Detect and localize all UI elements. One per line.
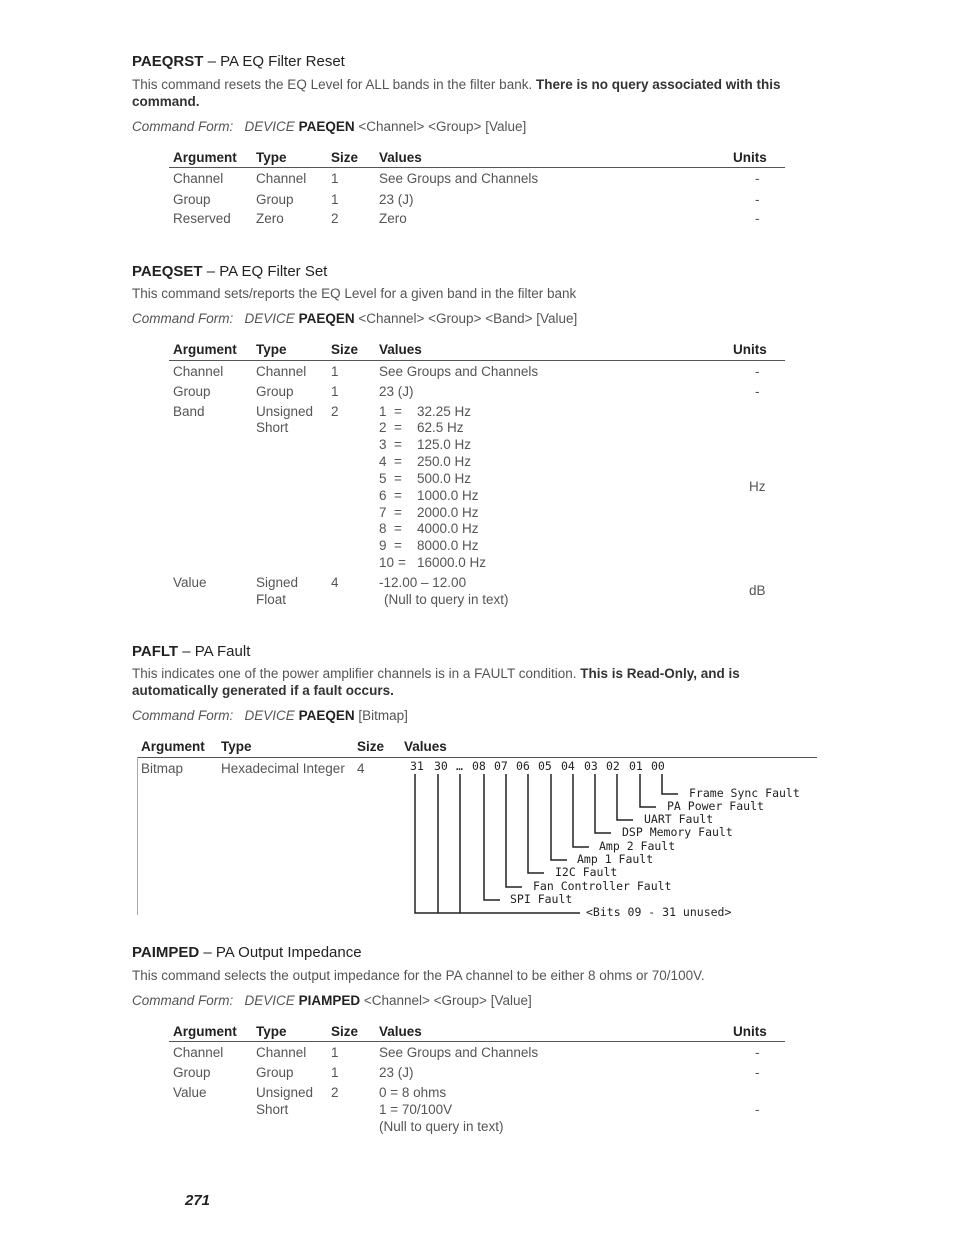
cell-argument: Bitmap [141, 761, 184, 776]
cell-type: Group [256, 192, 294, 207]
connector-bit-06 [528, 774, 544, 873]
band-number: 6 [379, 488, 387, 503]
cell-units: dB [749, 583, 766, 598]
header-values: Values [379, 342, 422, 357]
fault-label-dsp-memory: DSP Memory Fault [622, 825, 733, 839]
band-number: 5 [379, 471, 387, 486]
band-frequency: 125.0 Hz [417, 437, 472, 452]
cell-size: 2 [331, 404, 339, 419]
band-frequency: 2000.0 Hz [417, 505, 479, 520]
band-number: 10 [379, 555, 395, 570]
cell-size: 1 [331, 364, 339, 379]
cell-units: - [755, 1045, 760, 1060]
header-units: Units [733, 342, 767, 357]
header-values: Values [404, 739, 447, 754]
band-equals: = [394, 437, 402, 452]
cell-units: Hz [749, 479, 766, 494]
cell-units: - [755, 171, 760, 186]
paflt-command-form: Command Form: DEVICE PAEQEN [Bitmap] [132, 708, 408, 723]
band-number: 2 [379, 420, 387, 435]
bit-label: 08 [472, 759, 486, 773]
cell-values: See Groups and Channels [379, 364, 539, 379]
band-number: 8 [379, 521, 387, 536]
cell-size: 1 [331, 1045, 339, 1060]
band-equals: = [394, 471, 402, 486]
fault-label-fan-controller: Fan Controller Fault [533, 879, 672, 893]
band-frequency: 32.25 Hz [417, 404, 472, 419]
cell-type: Group [256, 384, 294, 399]
fault-label-pa-power: PA Power Fault [667, 799, 764, 813]
cell-type: Float [256, 592, 287, 607]
connector-bit-07 [506, 774, 522, 887]
cell-size: 4 [357, 761, 365, 776]
cell-values: Zero [379, 211, 407, 226]
bit-label: 05 [538, 759, 552, 773]
fault-label-i2c: I2C Fault [555, 865, 618, 879]
header-argument: Argument [173, 150, 237, 165]
cell-values: See Groups and Channels [379, 1045, 539, 1060]
header-rule [169, 1041, 785, 1042]
header-units: Units [733, 150, 767, 165]
page-number: 271 [185, 1192, 211, 1209]
header-type: Type [256, 150, 287, 165]
cell-size: 2 [331, 211, 339, 226]
header-size: Size [331, 150, 359, 165]
band-equals: = [394, 505, 402, 520]
connector-bit-01 [640, 774, 656, 807]
header-argument: Argument [173, 342, 237, 357]
cell-values: -12.00 – 12.00 [379, 575, 467, 590]
cell-values: (Null to query in text) [384, 592, 509, 607]
cell-units: - [755, 1065, 760, 1080]
cell-type: Group [256, 1065, 294, 1080]
cell-argument: Value [173, 1085, 207, 1100]
paeqset-command-form: Command Form: DEVICE PAEQEN <Channel> <Group> <Band> [Value] [132, 311, 578, 326]
fault-label-frame-sync: Frame Sync Fault [689, 786, 800, 800]
bit-label: 06 [516, 759, 530, 773]
paimped-command-form: Command Form: DEVICE PIAMPED <Channel> <Group> [Value] [132, 993, 532, 1008]
cell-type: Signed [256, 575, 299, 590]
cell-units: - [755, 192, 760, 207]
cell-argument: Group [173, 384, 211, 399]
cell-size: 4 [331, 575, 339, 590]
connector-bit-00 [662, 774, 678, 794]
band-equals: = [394, 488, 402, 503]
paimped-heading: PAIMPED – PA Output Impedance [132, 944, 362, 961]
header-argument: Argument [141, 739, 205, 754]
cell-size: 1 [331, 171, 339, 186]
bit-label: 03 [584, 759, 598, 773]
band-frequency: 250.0 Hz [417, 454, 472, 469]
header-argument: Argument [173, 1024, 237, 1039]
column-rule [137, 757, 138, 915]
cell-type: Unsigned [256, 404, 314, 419]
header-units: Units [733, 1024, 767, 1039]
header-rule [137, 757, 817, 758]
cell-size: 1 [331, 192, 339, 207]
band-equals: = [394, 404, 402, 419]
bit-label: 04 [561, 759, 575, 773]
cell-units: - [755, 364, 760, 379]
cell-units: - [755, 384, 760, 399]
cell-values: 23 (J) [379, 1065, 414, 1080]
band-frequency: 500.0 Hz [417, 471, 472, 486]
cell-argument: Reserved [173, 211, 231, 226]
band-frequency: 16000.0 Hz [417, 555, 487, 570]
fault-label-amp-1: Amp 1 Fault [577, 852, 654, 866]
band-frequency: 62.5 Hz [417, 420, 464, 435]
cell-size: 1 [331, 384, 339, 399]
paeqrst-heading: PAEQRST – PA EQ Filter Reset [132, 53, 345, 70]
cell-values: 0 = 8 ohms [379, 1085, 447, 1100]
cell-type: Unsigned [256, 1085, 314, 1100]
paflt-heading: PAFLT – PA Fault [132, 643, 251, 660]
cell-argument: Group [173, 1065, 211, 1080]
connector-bit-03 [595, 774, 611, 833]
cell-values: 1 = 70/100V [379, 1102, 453, 1117]
paeqset-description: This command sets/reports the EQ Level for a given band in the filter bank [132, 286, 577, 301]
cell-type: Short [256, 420, 289, 435]
connector-bit-02 [617, 774, 633, 820]
cell-type: Channel [256, 171, 307, 186]
paeqrst-command-form: Command Form: DEVICE PAEQEN <Channel> <Group> [Value] [132, 119, 527, 134]
band-number: 4 [379, 454, 387, 469]
bit-label: 02 [606, 759, 620, 773]
header-values: Values [379, 150, 422, 165]
fault-label-spi: SPI Fault [510, 892, 573, 906]
cell-type: Channel [256, 364, 307, 379]
bit-label: 07 [494, 759, 508, 773]
cell-argument: Channel [173, 1045, 224, 1060]
cell-values: 23 (J) [379, 192, 414, 207]
connector-bit-08 [484, 774, 500, 900]
band-number: 3 [379, 437, 387, 452]
cell-size: 2 [331, 1085, 339, 1100]
header-rule [169, 360, 785, 361]
cell-argument: Channel [173, 364, 224, 379]
cell-argument: Value [173, 575, 207, 590]
band-equals: = [394, 420, 402, 435]
band-equals: = [394, 538, 402, 553]
cell-values: See Groups and Channels [379, 171, 539, 186]
header-size: Size [357, 739, 385, 754]
paeqrst-description: This command resets the EQ Level for ALL bands in the filter bank. There is no query associated with this command. [132, 77, 781, 109]
paflt-description: This indicates one of the power amplifier channels is in a FAULT condition. This is Read-Only, and is automatically generated if a fault occurs. [132, 666, 740, 698]
fault-label-uart: UART Fault [644, 812, 714, 826]
bit-ellipsis: … [456, 759, 463, 773]
paeqset-heading: PAEQSET – PA EQ Filter Set [132, 263, 328, 280]
cell-values: (Null to query in text) [379, 1119, 504, 1134]
header-size: Size [331, 1024, 359, 1039]
cell-type: Short [256, 1102, 289, 1117]
header-type: Type [256, 1024, 287, 1039]
cell-units: - [755, 1102, 760, 1117]
cell-argument: Channel [173, 171, 224, 186]
band-equals: = [398, 555, 406, 570]
header-type: Type [256, 342, 287, 357]
band-equals: = [394, 521, 402, 536]
header-size: Size [331, 342, 359, 357]
header-values: Values [379, 1024, 422, 1039]
cell-type: Zero [256, 211, 284, 226]
bit-label: 01 [629, 759, 643, 773]
band-equals: = [394, 454, 402, 469]
band-number: 9 [379, 538, 387, 553]
band-frequency: 4000.0 Hz [417, 521, 479, 536]
band-frequency: 8000.0 Hz [417, 538, 479, 553]
fault-label-amp-2: Amp 2 Fault [599, 839, 676, 853]
bit-label: 30 [434, 759, 448, 773]
connector-bit-04 [573, 774, 589, 847]
band-number: 1 [379, 404, 387, 419]
header-type: Type [221, 739, 252, 754]
bit-label: 00 [651, 759, 665, 773]
cell-units: - [755, 211, 760, 226]
band-frequency: 1000.0 Hz [417, 488, 479, 503]
cell-type: Hexadecimal Integer [221, 761, 345, 776]
cell-values: 23 (J) [379, 384, 414, 399]
header-rule [169, 167, 785, 168]
bit-label: 31 [410, 759, 424, 773]
cell-argument: Band [173, 404, 205, 419]
cell-type: Channel [256, 1045, 307, 1060]
cell-size: 1 [331, 1065, 339, 1080]
cell-argument: Group [173, 192, 211, 207]
band-number: 7 [379, 505, 387, 520]
connector-bit-05 [551, 774, 567, 860]
fault-label-unused-bits: <Bits 09 - 31 unused> [586, 905, 732, 919]
paimped-description: This command selects the output impedance for the PA channel to be either 8 ohms or 70/100V. [132, 968, 705, 983]
